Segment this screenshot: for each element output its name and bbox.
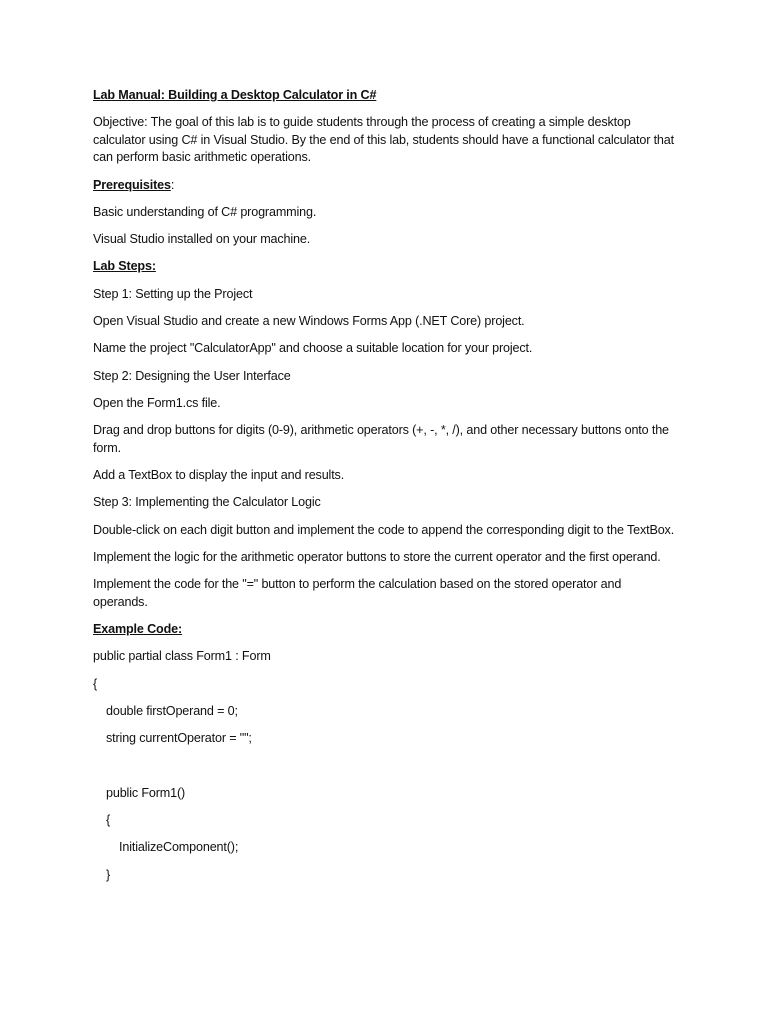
step-item: Double-click on each digit button and implement the code to append the corresponding digit to the TextBox. bbox=[93, 522, 675, 537]
step-heading: Step 3: Implementing the Calculator Logic bbox=[93, 495, 321, 510]
lab-steps-heading: Lab Steps: bbox=[93, 259, 156, 274]
example-code-heading: Example Code: bbox=[93, 622, 183, 637]
step-item: Add a TextBox to display the input and results. bbox=[93, 468, 345, 483]
step-item: Open Visual Studio and create a new Windows Forms App (.NET Core) project. bbox=[93, 314, 525, 329]
code-open-brace: { bbox=[93, 676, 98, 691]
step-item: Name the project "CalculatorApp" and choose a suitable location for your project. bbox=[93, 341, 533, 356]
prerequisites-colon: : bbox=[170, 177, 175, 192]
code-constructor-declaration: public Form1() bbox=[106, 785, 186, 800]
objective-paragraph: Objective: The goal of this lab is to guide students through the process of creating a simple desktop calculator using C# in Visual Studio. By the end of this lab, students should have a functional calculator that can perform basic arithmetic operations. bbox=[93, 115, 674, 165]
prerequisites-heading: Prerequisites bbox=[93, 177, 171, 192]
document-title: Lab Manual: Building a Desktop Calculator in C# bbox=[93, 88, 377, 102]
prerequisite-item: Visual Studio installed on your machine. bbox=[93, 232, 311, 247]
code-field-current-operator: string currentOperator = ""; bbox=[106, 731, 252, 746]
step-item: Implement the code for the "=" button to perform the calculation based on the stored operator and operands. bbox=[93, 577, 622, 609]
step-item: Implement the logic for the arithmetic operator buttons to store the current operator and the first operand. bbox=[93, 549, 661, 564]
prerequisite-item: Basic understanding of C# programming. bbox=[93, 204, 317, 219]
code-constructor-open-brace: { bbox=[106, 813, 111, 828]
code-field-first-operand: double firstOperand = 0; bbox=[106, 703, 238, 718]
code-blank-line bbox=[93, 758, 678, 776]
code-constructor-body: InitializeComponent(); bbox=[119, 840, 239, 855]
code-constructor-close-brace: } bbox=[106, 867, 111, 882]
step-item: Open the Form1.cs file. bbox=[93, 395, 221, 410]
step-heading: Step 2: Designing the User Interface bbox=[93, 368, 291, 383]
step-heading: Step 1: Setting up the Project bbox=[93, 286, 253, 301]
step-item: Drag and drop buttons for digits (0-9), arithmetic operators (+, -, *, /), and other necessary buttons onto the form. bbox=[93, 423, 669, 455]
document-page bbox=[93, 87, 678, 894]
code-class-declaration: public partial class Form1 : Form bbox=[93, 649, 271, 664]
prerequisites-heading-line bbox=[93, 177, 678, 195]
